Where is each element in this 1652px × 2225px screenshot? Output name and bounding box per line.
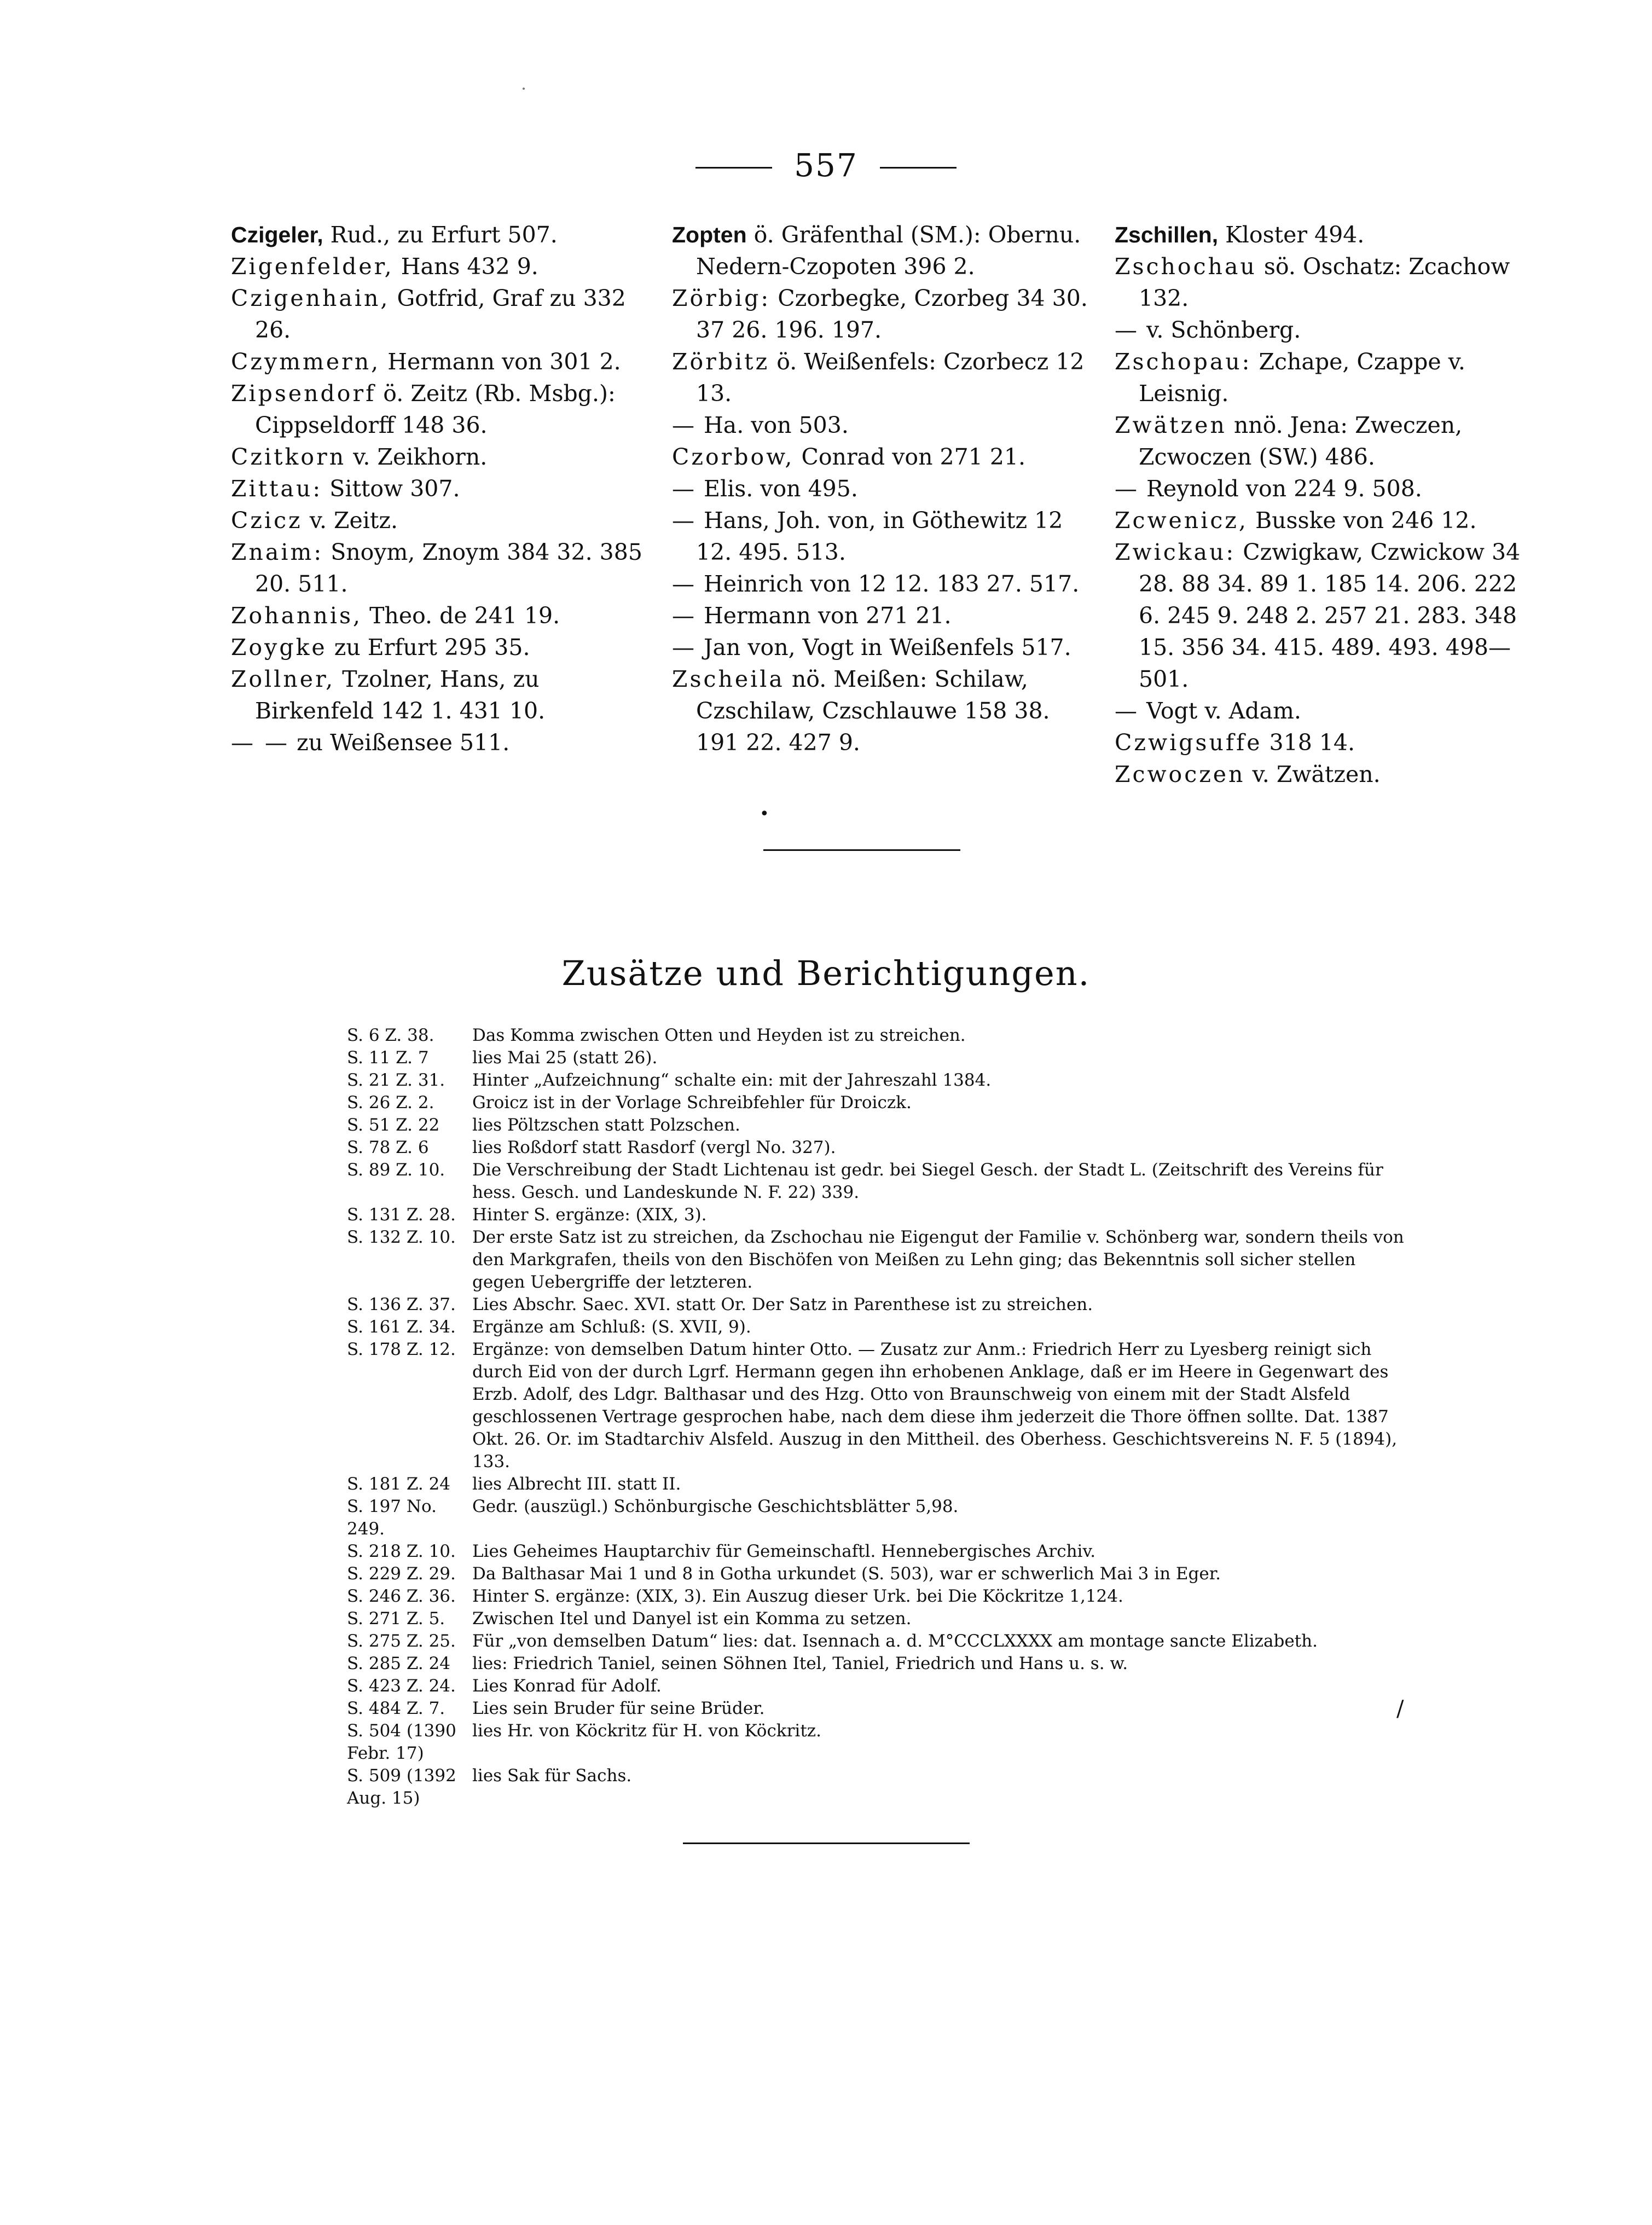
index-references: Snoym, Znoym 384 32. 385 20. 511. — [255, 539, 642, 597]
page-number-rule-left — [695, 167, 772, 169]
correction-row — [347, 1496, 1408, 1540]
section-divider — [763, 849, 960, 851]
index-entry — [1115, 758, 1531, 790]
index-entry — [231, 663, 647, 727]
correction-text: lies Sak für Sachs. — [472, 1766, 632, 1786]
index-references: Tzolner, Hans, zu Birkenfeld 142 1. 431 10. — [255, 666, 546, 724]
correction-text: lies Roßdorf statt Rasdorf (vergl No. 327). — [472, 1138, 836, 1157]
correction-ref: S. 218 Z. 10. — [347, 1542, 456, 1561]
index-references: Gotfrid, Graf zu 332 26. — [255, 285, 626, 343]
correction-row — [347, 1765, 1408, 1810]
index-entry — [672, 505, 1088, 568]
correction-text: Hinter S. ergänze: (XIX, 3). Ein Auszug dieser Urk. bei Die Köckritze 1,124. — [472, 1586, 1123, 1606]
corrections-list — [347, 1024, 1408, 1810]
index-entry — [231, 219, 647, 251]
index-headword: Zipsendorf — [231, 380, 376, 407]
correction-text: lies Mai 25 (statt 26). — [472, 1048, 658, 1068]
correction-text: Zwischen Itel und Danyel ist ein Komma zu setzen. — [472, 1609, 912, 1629]
index-headword: Czicz — [231, 507, 303, 534]
correction-text: Hinter „Aufzeichnung“ schalte ein: mit der Jahreszahl 1384. — [472, 1070, 992, 1090]
index-headword: Czigenhain, — [231, 285, 390, 311]
correction-text: Hinter S. ergänze: (XIX, 3). — [472, 1205, 707, 1225]
index-entry — [1115, 219, 1531, 251]
index-headword: Zopten — [672, 222, 747, 247]
index-references: Theo. de 241 19. — [362, 602, 560, 629]
index-headword: Zigenfelder, — [231, 253, 394, 280]
index-references: nnö. Jena: Zweczen, Zcwoczen (SW.) 486. — [1139, 412, 1463, 470]
index-references: Hermann von 301 2. — [380, 349, 621, 375]
index-references: ö. Weißenfels: Czorbecz 12 13. — [696, 349, 1085, 407]
index-entry — [231, 536, 647, 600]
index-references: Vogt v. Adam. — [1139, 698, 1301, 724]
correction-ref: S. 26 Z. 2. — [347, 1093, 434, 1112]
index-entry — [672, 631, 1088, 663]
correction-ref: S. 181 Z. 24 — [347, 1474, 451, 1494]
index-references: zu Erfurt 295 35. — [327, 634, 530, 660]
correction-row — [347, 1114, 1408, 1137]
index-references: Rud., zu Erfurt 507. — [323, 222, 558, 248]
stray-mark: / — [1396, 1696, 1404, 1722]
index-headword: — — [672, 571, 697, 597]
index-headword: Zohannis, — [231, 602, 363, 629]
index-references: Conrad von 271 21. — [794, 444, 1026, 470]
index-headword: Czitkorn — [231, 444, 346, 470]
index-references: Reynold von 224 9. 508. — [1139, 476, 1422, 502]
correction-text: lies: Friedrich Taniel, seinen Söhnen Itel, Taniel, Friedrich und Hans u. s. w. — [472, 1654, 1128, 1673]
index-headword: Zwätzen — [1115, 412, 1227, 438]
index-headword: Zittau: — [231, 476, 323, 502]
index-references: Heinrich von 12 12. 183 27. 517. — [697, 571, 1080, 597]
correction-ref: S. 21 Z. 31. — [347, 1070, 445, 1090]
correction-row — [347, 1069, 1408, 1092]
correction-text: Lies Abschr. Saec. XVI. statt Or. Der Satz in Parenthese ist zu streichen. — [472, 1295, 1093, 1314]
index-headword: Znaim: — [231, 539, 324, 565]
index-headword: Czorbow, — [672, 444, 795, 470]
index-entry — [231, 631, 647, 663]
correction-ref: S. 285 Z. 24 — [347, 1654, 451, 1673]
correction-ref: S. 423 Z. 24. — [347, 1676, 456, 1696]
index-entry — [672, 219, 1088, 282]
index-references: Elis. von 495. — [697, 476, 858, 502]
correction-row — [347, 1339, 1408, 1473]
index-headword: Czwigsuffe — [1115, 729, 1262, 756]
page-number: 557 — [794, 147, 858, 184]
correction-row — [347, 1540, 1408, 1563]
index-references: nö. Meißen: Schilaw, Czschilaw, Czschlauwe 158 38. 191 22. 427 9. — [696, 666, 1050, 756]
correction-row — [347, 1720, 1408, 1765]
correction-ref: S. 6 Z. 38. — [347, 1025, 434, 1045]
index-headword: Zörbitz — [672, 349, 770, 375]
index-headword: Zschochau — [1115, 253, 1257, 280]
index-entry — [1115, 536, 1531, 695]
correction-text: Lies sein Bruder für seine Brüder. — [472, 1699, 765, 1718]
index-headword: — — [1115, 698, 1139, 724]
index-column-1 — [231, 219, 647, 758]
index-entry — [231, 441, 647, 473]
correction-row — [347, 1473, 1408, 1496]
correction-text: Für „von demselben Datum“ lies: dat. Isennach a. d. M°CCCLXXXX am montage sancte Elizabeth. — [472, 1631, 1318, 1651]
correction-row — [347, 1585, 1408, 1608]
correction-row — [347, 1294, 1408, 1316]
index-entry — [231, 282, 647, 346]
correction-row — [347, 1159, 1408, 1204]
index-references: ö. Zeitz (Rb. Msbg.): Cippseldorff 148 36. — [255, 380, 616, 438]
index-references: v. Zeitz. — [302, 507, 398, 534]
index-entry — [1115, 409, 1531, 473]
page-number-rule-right — [880, 167, 957, 169]
index-references: Jan von, Vogt in Weißenfels 517. — [697, 634, 1071, 660]
index-references: Ha. von 503. — [697, 412, 849, 438]
correction-ref: S. 271 Z. 5. — [347, 1609, 445, 1629]
correction-ref: S. 132 Z. 10. — [347, 1227, 456, 1247]
correction-text: Ergänze: von demselben Datum hinter Otto. — Zusatz zur Anm.: Friedrich Herr zu Lyesberg reinigt sich durch Eid von der durch Lgrf. Hermann gegen ihn erhobenen Anklage, daß er im Heere in Gegenwart des Erzb. Adolf, des Ldgr. Balthasar und des Hzg. Otto von Braunschweig von einem mit der Stadt Alsfeld geschlossenen Vertrage gesprochen habe, nach dem diese ihm jederzeit die Thore öffnen sollte. Dat. 1387 Okt. 26. Or. im Stadtarchiv Alsfeld. Auszug in den Mittheil. des Oberhess. Geschichtsvereins N. F. 5 (1894), 133. — [472, 1340, 1398, 1471]
index-column-2 — [672, 219, 1088, 758]
index-references: Zchape, Czappe v. Leisnig. — [1139, 349, 1465, 407]
index-headword: — — [672, 507, 697, 534]
correction-ref: S. 229 Z. 29. — [347, 1564, 456, 1584]
index-references: v. Zwätzen. — [1245, 761, 1381, 787]
index-references: 318 14. — [1262, 729, 1355, 756]
index-headword: — — [672, 476, 697, 502]
correction-row — [347, 1204, 1408, 1226]
correction-row — [347, 1226, 1408, 1294]
index-entry — [672, 282, 1088, 346]
index-entry — [231, 251, 647, 282]
correction-ref: S. 11 Z. 7 — [347, 1048, 429, 1068]
index-entry — [231, 600, 647, 631]
index-entry — [231, 727, 647, 758]
end-rule — [683, 1842, 970, 1844]
correction-text: Gedr. (auszügl.) Schönburgische Geschichtsblätter 5,98. — [472, 1497, 959, 1516]
correction-ref: S. 89 Z. 10. — [347, 1160, 445, 1180]
index-entry — [672, 346, 1088, 409]
correction-ref: S. 78 Z. 6 — [347, 1138, 429, 1157]
index-references: v. Schönberg. — [1139, 317, 1301, 343]
index-headword: — — [672, 412, 697, 438]
index-entry — [672, 441, 1088, 473]
index-entry — [1115, 473, 1531, 505]
correction-ref: S. 51 Z. 22 — [347, 1115, 440, 1135]
index-entry — [1115, 251, 1531, 314]
index-references: Czorbegke, Czorbeg 34 30. 37 26. 196. 197. — [696, 285, 1088, 343]
index-entry — [231, 473, 647, 505]
correction-text: Die Verschreibung der Stadt Lichtenau ist gedr. bei Siegel Gesch. der Stadt L. (Zeitschrift des Vereins für hess. Gesch. und Landeskunde N. F. 22) 339. — [472, 1160, 1383, 1202]
index-references: Busske von 246 12. — [1248, 507, 1477, 534]
correction-ref: S. 484 Z. 7. — [347, 1699, 445, 1718]
index-headword: Zschopau: — [1115, 349, 1252, 375]
index-entry — [672, 663, 1088, 758]
index-references: Czwigkaw, Czwickow 34 28. 88 34. 89 1. 185 14. 206. 222 6. 245 9. 248 2. 257 21. 283. 348 15. 356 34. 415. 489. 493. 498—501. — [1139, 539, 1521, 692]
index-references: Hans 432 9. — [393, 253, 538, 280]
index-entry — [231, 346, 647, 378]
index-references: Kloster 494. — [1218, 222, 1365, 248]
index-references: Hans, Joh. von, in Göthewitz 12 12. 495. 513. — [696, 507, 1063, 565]
correction-text: Ergänze am Schluß: (S. XVII, 9). — [472, 1317, 751, 1337]
index-headword: Zoygke — [231, 634, 327, 660]
correction-row — [347, 1675, 1408, 1697]
correction-text: lies Albrecht III. statt II. — [472, 1474, 681, 1494]
index-entry — [1115, 505, 1531, 536]
correction-ref: S. 509 (1392 Aug. 15) — [347, 1766, 456, 1808]
correction-text: Lies Geheimes Hauptarchiv für Gemeinschaftl. Hennebergisches Archiv. — [472, 1542, 1096, 1561]
index-headword: Zscheila — [672, 666, 785, 692]
index-entry — [672, 600, 1088, 631]
index-headword: — — — [231, 729, 290, 756]
index-headword: — — [1115, 476, 1139, 502]
correction-ref: S. 246 Z. 36. — [347, 1586, 456, 1606]
index-headword: — — [1115, 317, 1139, 343]
correction-row — [347, 1653, 1408, 1675]
correction-row — [347, 1630, 1408, 1653]
index-references: v. Zeikhorn. — [346, 444, 488, 470]
correction-row — [347, 1563, 1408, 1585]
correction-row — [347, 1092, 1408, 1114]
correction-ref: S. 136 Z. 37. — [347, 1295, 456, 1314]
index-headword: Zwickau: — [1115, 539, 1236, 565]
correction-ref: S. 197 No. 249. — [347, 1497, 437, 1539]
correction-text: Das Komma zwischen Otten und Heyden ist zu streichen. — [472, 1025, 966, 1045]
index-column-3 — [1115, 219, 1531, 790]
correction-ref: S. 275 Z. 25. — [347, 1631, 456, 1651]
index-headword: Zcwenicz, — [1115, 507, 1248, 534]
index-headword: — — [672, 634, 697, 660]
bullet: • — [760, 804, 769, 824]
index-headword: Zollner, — [231, 666, 335, 692]
index-headword: Zcwoczen — [1115, 761, 1245, 787]
correction-ref: S. 161 Z. 34. — [347, 1317, 456, 1337]
correction-row — [347, 1047, 1408, 1069]
correction-ref: S. 131 Z. 28. — [347, 1205, 456, 1225]
index-headword: Czymmern, — [231, 349, 381, 375]
index-entry — [1115, 314, 1531, 346]
index-entry — [1115, 727, 1531, 758]
index-entry — [1115, 346, 1531, 409]
index-entry — [672, 568, 1088, 600]
correction-text: Lies Konrad für Adolf. — [472, 1676, 662, 1696]
index-headword: Czigeler, — [231, 222, 323, 247]
correction-ref: S. 178 Z. 12. — [347, 1340, 456, 1359]
correction-ref: S. 504 (1390 Febr. 17) — [347, 1721, 456, 1763]
correction-text: lies Pöltzschen statt Polzschen. — [472, 1115, 740, 1135]
correction-row — [347, 1316, 1408, 1339]
index-entry — [672, 473, 1088, 505]
correction-row — [347, 1608, 1408, 1630]
index-entry — [1115, 695, 1531, 727]
speck — [523, 88, 525, 90]
index-headword: Zörbig: — [672, 285, 771, 311]
index-references: zu Weißensee 511. — [289, 729, 510, 756]
index-references: sö. Oschatz: Zcachow 132. — [1139, 253, 1510, 311]
index-references: Hermann von 271 21. — [697, 602, 952, 629]
index-entry — [231, 505, 647, 536]
correction-row — [347, 1137, 1408, 1159]
correction-text: Der erste Satz ist zu streichen, da Zschochau nie Eigengut der Familie v. Schönberg war, sondern theils von den Markgrafen, theils von den Bischöfen von Meißen zu Lehn ging; das Bekenntnis soll sicher stellen gegen Uebergriffe der letzteren. — [472, 1227, 1404, 1292]
correction-row — [347, 1024, 1408, 1047]
index-headword: Zschillen, — [1115, 222, 1219, 247]
correction-text: Da Balthasar Mai 1 und 8 in Gotha urkundet (S. 503), war er schwerlich Mai 3 in Eger. — [472, 1564, 1221, 1584]
page-number-line — [0, 147, 1652, 184]
index-headword: — — [672, 602, 697, 629]
index-entry — [672, 409, 1088, 441]
correction-row — [347, 1697, 1408, 1720]
index-references: ö. Gräfenthal (SM.): Obernu. Nedern-Czopoten 396 2. — [696, 222, 1081, 280]
index-references: Sittow 307. — [322, 476, 460, 502]
section-title: Zusätze und Berichtigungen. — [561, 953, 1091, 993]
correction-text: Groicz ist in der Vorlage Schreibfehler für Droiczk. — [472, 1093, 912, 1112]
index-entry — [231, 378, 647, 441]
correction-text: lies Hr. von Köckritz für H. von Köckritz. — [472, 1721, 821, 1741]
